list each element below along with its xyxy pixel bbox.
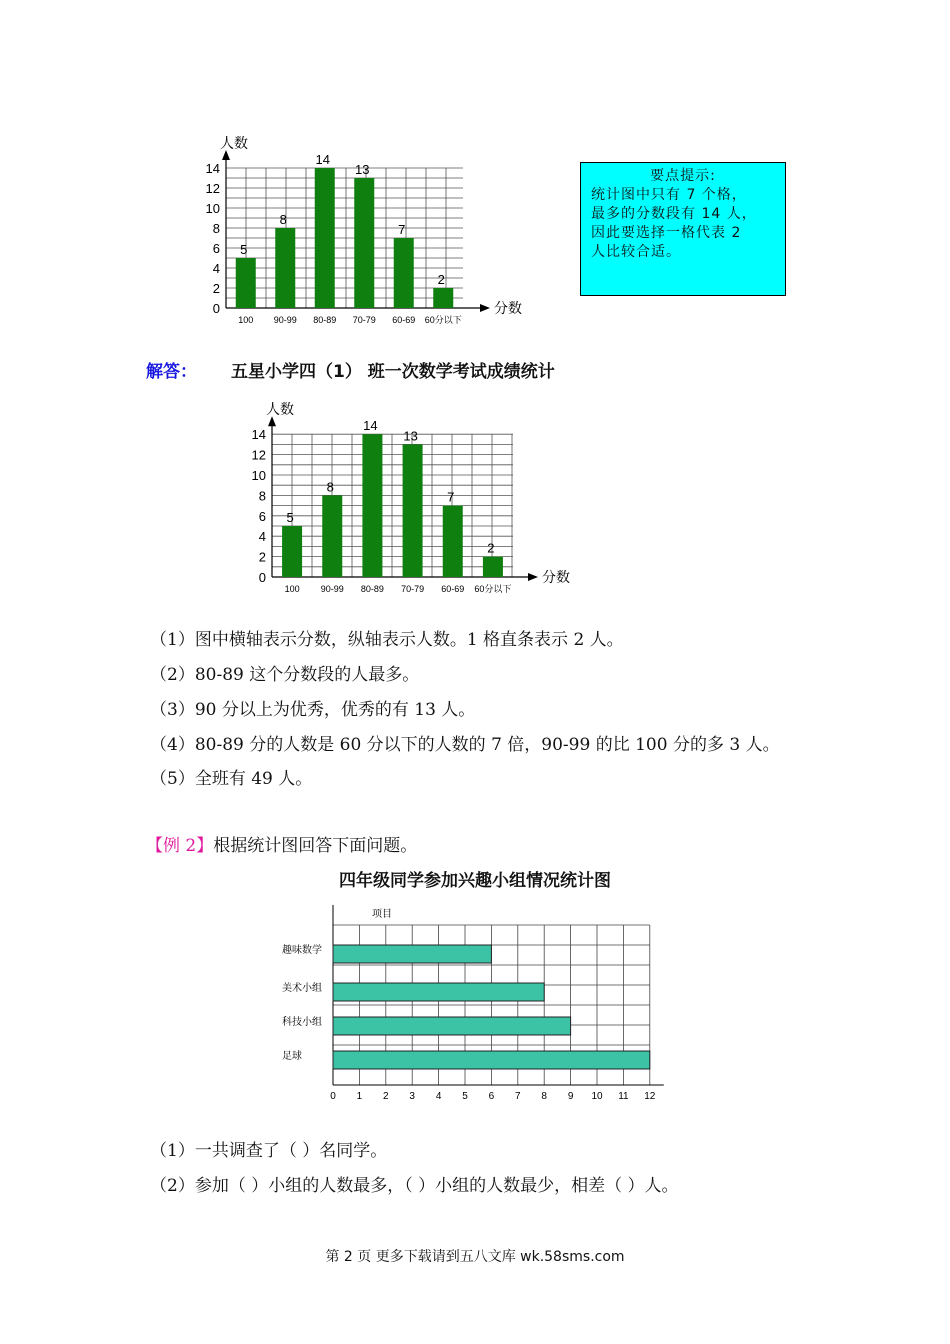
category-label: 美术小组	[282, 983, 322, 994]
answer-item-4: （4）80-89 分的人数是 60 分以下的人数的 7 倍，90-99 的比 100 分的多 3 人。	[150, 735, 780, 755]
y-tick-label: 8	[212, 221, 220, 236]
page-footer: 第 2 页 更多下载请到五八文库 wk.58sms.com	[325, 1249, 625, 1265]
x-tick-label: 12	[644, 1091, 656, 1102]
bar-data-label: 8	[279, 212, 287, 227]
example-question-2: （2）参加（ ）小组的人数最多，（ ）小组的人数最少，相差（ ）人。	[150, 1176, 679, 1196]
tip-line: 因此要选择一格代表 2	[591, 225, 742, 241]
x-axis-label: 分数	[494, 300, 522, 316]
bar-data-label: 14	[363, 418, 378, 434]
x-tick-label: 60分以下	[424, 315, 462, 325]
x-tick-label: 11	[618, 1091, 629, 1102]
answer-item-2: （2）80-89 这个分数段的人最多。	[150, 665, 420, 685]
x-axis-label: 分数	[542, 569, 570, 585]
answer-label: 解答：	[146, 362, 197, 382]
example-tag: 【例 2】	[146, 836, 214, 856]
x-tick-label: 3	[409, 1091, 415, 1102]
bar	[333, 1051, 650, 1069]
x-tick-label: 9	[567, 1091, 574, 1102]
x-tick-label: 70-79	[401, 584, 425, 594]
y-tick-label: 4	[258, 529, 266, 545]
tip-line: 统计图中只有 7 个格，	[591, 187, 747, 203]
y-tick-label: 10	[205, 201, 220, 216]
x-tick-label: 6	[488, 1091, 495, 1102]
example-question-1: （1）一共调查了（ ）名同学。	[150, 1141, 388, 1161]
answer-item-3: （3）90 分以上为优秀，优秀的有 13 人。	[150, 700, 476, 720]
x-tick-label: 70-79	[352, 315, 376, 325]
category-label: 趣味数学	[282, 945, 322, 956]
y-tick-label: 0	[258, 570, 266, 585]
bar-data-label: 14	[315, 152, 330, 167]
x-tick-label: 100	[284, 584, 300, 594]
x-tick-label: 8	[541, 1091, 547, 1102]
bar-data-label: 13	[355, 162, 370, 177]
y-tick-label: 14	[251, 427, 266, 443]
x-tick-label: 0	[330, 1091, 336, 1102]
y-tick-label: 8	[258, 488, 266, 504]
y-tick-label: 14	[205, 161, 220, 176]
x-tick-label: 7	[515, 1091, 521, 1102]
bar	[333, 983, 544, 1001]
x-tick-label: 80-89	[360, 584, 384, 594]
x-tick-label: 90-99	[273, 315, 297, 325]
bar-data-label: 5	[240, 242, 248, 257]
y-tick-label: 12	[205, 181, 220, 196]
tip-line: 人比较合适。	[591, 244, 681, 260]
category-label: 足球	[282, 1051, 302, 1062]
y-axis-label: 项目	[372, 909, 392, 920]
y-tick-label: 0	[212, 301, 220, 316]
answer-item-5: （5）全班有 49 人。	[150, 769, 313, 789]
y-axis-label: 人数	[220, 135, 248, 151]
y-tick-label: 12	[251, 447, 266, 463]
y-tick-label: 6	[212, 241, 220, 256]
bar-data-label: 2	[487, 540, 495, 556]
x-tick-label: 60-69	[392, 315, 416, 325]
x-tick-label: 2	[383, 1091, 389, 1102]
x-tick-label: 1	[356, 1091, 363, 1102]
x-tick-label: 10	[591, 1091, 603, 1102]
tip-title: 要点提示:	[650, 168, 716, 184]
x-tick-label: 60-69	[441, 584, 465, 594]
bar-data-label: 13	[403, 428, 418, 444]
bar	[333, 1017, 571, 1035]
bar-data-label: 7	[398, 222, 406, 237]
category-label: 科技小组	[282, 1017, 322, 1028]
y-axis-label: 人数	[266, 401, 294, 418]
bar	[333, 945, 491, 963]
y-tick-label: 2	[258, 549, 266, 565]
answer-title: 五星小学四（1） 班一次数学考试成绩统计	[231, 362, 555, 382]
x-tick-label: 4	[435, 1091, 442, 1102]
tip-line: 最多的分数段有 14 人，	[591, 206, 757, 222]
x-tick-label: 60分以下	[474, 584, 512, 594]
x-tick-label: 100	[238, 315, 254, 325]
x-tick-label: 80-89	[313, 315, 337, 325]
bar-data-label: 5	[286, 510, 294, 525]
bar-data-label: 2	[437, 272, 445, 287]
x-tick-label: 5	[462, 1091, 468, 1102]
answer-item-1: （1）图中横轴表示分数，纵轴表示人数。1 格直条表示 2 人。	[150, 630, 624, 650]
y-tick-label: 6	[258, 508, 266, 524]
x-tick-label: 90-99	[320, 584, 344, 594]
bar-data-label: 8	[326, 479, 334, 495]
example-text: 根据统计图回答下面问题。	[213, 836, 418, 856]
y-tick-label: 2	[212, 281, 220, 296]
bar-data-label: 7	[447, 489, 455, 505]
y-tick-label: 4	[212, 261, 220, 276]
chart3-title: 四年级同学参加兴趣小组情况统计图	[339, 871, 611, 891]
y-tick-label: 10	[251, 468, 266, 483]
